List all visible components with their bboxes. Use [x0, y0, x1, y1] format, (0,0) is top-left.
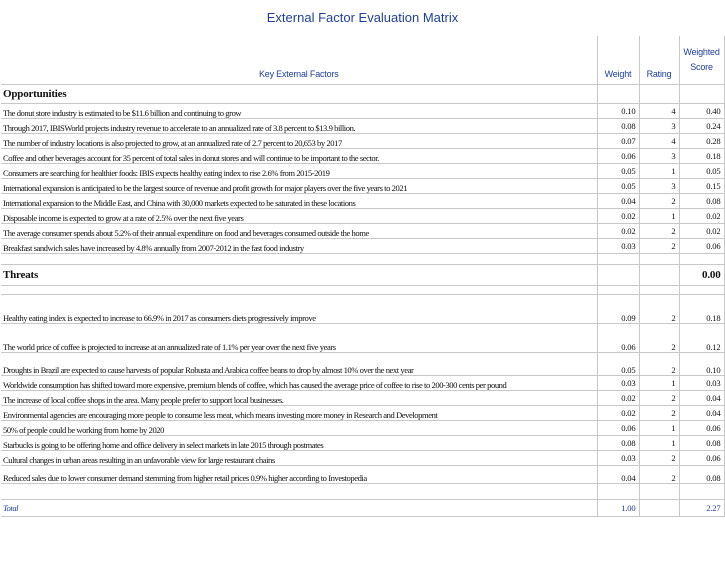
factor-text: Breakfast sandwich sales have increased by 4.8% annually from 2007-2012 in the fast food industry	[1, 238, 597, 253]
factor-weight: 0.02	[597, 390, 639, 405]
factor-weighted-score: 0.03	[679, 375, 724, 390]
factor-weighted-score: 0.12	[679, 323, 724, 352]
factor-text: The donut store industry is estimated to be $11.6 billion and continuing to grow	[1, 103, 597, 118]
factor-weighted-score: 0.24	[679, 118, 724, 133]
factor-text: Through 2017, IBISWorld projects industry revenue to accelerate to an annualized rate of 3.8 percent to $13.9 billion.	[1, 118, 597, 133]
header-weighted-score	[679, 36, 724, 84]
factor-weight: 0.07	[597, 133, 639, 148]
factor-text: Starbucks is going to be offering home and office delivery in select markets in late 2015 through postmates	[1, 435, 597, 450]
factor-row	[1, 208, 724, 223]
factor-rating: 2	[639, 193, 679, 208]
header-row	[1, 36, 724, 84]
factor-weight: 0.05	[597, 352, 639, 375]
factor-weighted-score: 0.08	[679, 193, 724, 208]
factor-row	[1, 103, 724, 118]
factor-row	[1, 133, 724, 148]
factor-weighted-score: 0.28	[679, 133, 724, 148]
factor-row	[1, 163, 724, 178]
factor-weighted-score: 0.04	[679, 405, 724, 420]
header-rating: Rating	[639, 36, 679, 84]
header-key-external-factors: Key External Factors	[1, 36, 597, 84]
spacer-row	[1, 285, 724, 294]
factor-row	[1, 450, 724, 465]
factor-rating: 1	[639, 420, 679, 435]
factor-rating: 3	[639, 148, 679, 163]
factor-rating: 2	[639, 323, 679, 352]
factor-row	[1, 465, 724, 483]
factor-weight: 0.06	[597, 420, 639, 435]
factor-row	[1, 352, 724, 375]
factor-rating: 2	[639, 405, 679, 420]
factor-weight: 0.08	[597, 118, 639, 133]
factor-row	[1, 178, 724, 193]
factor-text: Reduced sales due to lower consumer demand stemming from higher retail prices 0.9% higher according to Investopedia	[1, 465, 597, 483]
factor-row	[1, 405, 724, 420]
factor-weighted-score: 0.18	[679, 294, 724, 323]
factor-row	[1, 420, 724, 435]
factor-weighted-score: 0.05	[679, 163, 724, 178]
factor-weighted-score: 0.06	[679, 450, 724, 465]
factor-weight: 0.06	[597, 148, 639, 163]
factor-weight: 0.06	[597, 323, 639, 352]
spacer-row	[1, 483, 724, 499]
factor-rating: 3	[639, 118, 679, 133]
header-weight: Weight	[597, 36, 639, 84]
factor-weight: 0.05	[597, 178, 639, 193]
threats-section-row	[1, 264, 724, 285]
factor-text: Environmental agencies are encouraging more people to consume less meat, which means investing more money in Research and Development	[1, 405, 597, 420]
factor-weight: 0.03	[597, 238, 639, 253]
header-weighted-score-line2: Score	[690, 61, 713, 72]
matrix-title: External Factor Evaluation Matrix	[266, 10, 459, 25]
factor-weight: 0.08	[597, 435, 639, 450]
factor-weighted-score: 0.04	[679, 390, 724, 405]
header-weighted-score-line1: Weighted	[683, 46, 720, 57]
factor-rating: 2	[639, 352, 679, 375]
factor-weight: 0.02	[597, 405, 639, 420]
factor-rating: 1	[639, 375, 679, 390]
factor-weight: 0.03	[597, 375, 639, 390]
factor-row	[1, 118, 724, 133]
factor-weight: 0.02	[597, 208, 639, 223]
factor-row	[1, 435, 724, 450]
factor-rating: 2	[639, 294, 679, 323]
factor-weighted-score: 0.40	[679, 103, 724, 118]
factor-rating: 2	[639, 465, 679, 483]
factor-text: Healthy eating index is expected to increase to 66.9% in 2017 as consumers diets progressively improve	[1, 294, 597, 323]
efe-matrix-table	[1, 36, 725, 517]
factor-text: Coffee and other beverages account for 35 percent of total sales in donut stores and will continue to be important to the sector.	[1, 148, 597, 163]
factor-weight: 0.03	[597, 450, 639, 465]
factor-rating: 1	[639, 163, 679, 178]
factor-rating: 3	[639, 178, 679, 193]
factor-text: International expansion is anticipated to be the largest source of revenue and profit growth for major players over the five years to 2021	[1, 178, 597, 193]
factor-weight: 0.02	[597, 223, 639, 238]
factor-weight: 0.04	[597, 465, 639, 483]
factor-text: Cultural changes in urban areas resulting in an unfavorable view for large restaurant chains	[1, 450, 597, 465]
section-label-threats: Threats	[1, 264, 597, 285]
factor-rating: 2	[639, 223, 679, 238]
factor-rating: 4	[639, 133, 679, 148]
factor-row	[1, 223, 724, 238]
factor-text: International expansion to the Middle East, and China with 30,000 markets expected to be saturated in these locations	[1, 193, 597, 208]
factor-text: 50% of people could be working from home by 2020	[1, 420, 597, 435]
factor-text: Disposable income is expected to grow at a rate of 2.5% over the next five years	[1, 208, 597, 223]
factor-weight: 0.04	[597, 193, 639, 208]
factor-weighted-score: 0.15	[679, 178, 724, 193]
factor-weighted-score: 0.02	[679, 223, 724, 238]
factor-row	[1, 193, 724, 208]
factor-row	[1, 238, 724, 253]
factor-weighted-score: 0.02	[679, 208, 724, 223]
factor-weighted-score: 0.18	[679, 148, 724, 163]
section-label-opportunities: Opportunities	[1, 84, 597, 103]
total-score: 2.27	[679, 499, 724, 516]
factor-text: Consumers are searching for healthier foods: IBIS expects healthy eating index to rise 2.6% from 2015-2019	[1, 163, 597, 178]
factor-row	[1, 390, 724, 405]
spacer-row	[1, 253, 724, 264]
threats-subtotal: 0.00	[679, 264, 724, 285]
factor-text: Droughts in Brazil are expected to cause harvests of popular Robusta and Arabica coffee beans to drop by almost 10% over the next year	[1, 352, 597, 375]
factor-weight: 0.10	[597, 103, 639, 118]
factor-rating: 2	[639, 450, 679, 465]
factor-weighted-score: 0.06	[679, 238, 724, 253]
factor-rating: 2	[639, 390, 679, 405]
total-row	[1, 499, 724, 516]
factor-weight: 0.05	[597, 163, 639, 178]
factor-weighted-score: 0.08	[679, 465, 724, 483]
factor-weighted-score: 0.10	[679, 352, 724, 375]
factor-weighted-score: 0.06	[679, 420, 724, 435]
factor-rating: 1	[639, 435, 679, 450]
total-label: Total	[1, 499, 597, 516]
factor-text: The number of industry locations is also projected to grow, at an annualized rate of 2.7 percent to 20,653 by 2017	[1, 133, 597, 148]
factor-weight: 0.09	[597, 294, 639, 323]
factor-rating: 1	[639, 208, 679, 223]
factor-row	[1, 375, 724, 390]
factor-weighted-score: 0.08	[679, 435, 724, 450]
factor-row	[1, 294, 724, 323]
factor-row	[1, 323, 724, 352]
factor-rating: 2	[639, 238, 679, 253]
factor-row	[1, 148, 724, 163]
factor-text: The world price of coffee is projected to increase at an annualized rate of 1.1% per year over the next five years	[1, 323, 597, 352]
total-weight: 1.00	[597, 499, 639, 516]
factor-text: Worldwide consumption has shifted toward more expensive, premium blends of coffee, which has caused the average price of coffee to rise to 200-300 cents per pound	[1, 375, 597, 390]
factor-text: The increase of local coffee shops in the area. Many people prefer to support local businesses.	[1, 390, 597, 405]
factor-rating: 4	[639, 103, 679, 118]
factor-text: The average consumer spends about 5.2% of their annual expenditure on food and beverages consumed outside the home	[1, 223, 597, 238]
opportunities-section-row	[1, 84, 724, 103]
